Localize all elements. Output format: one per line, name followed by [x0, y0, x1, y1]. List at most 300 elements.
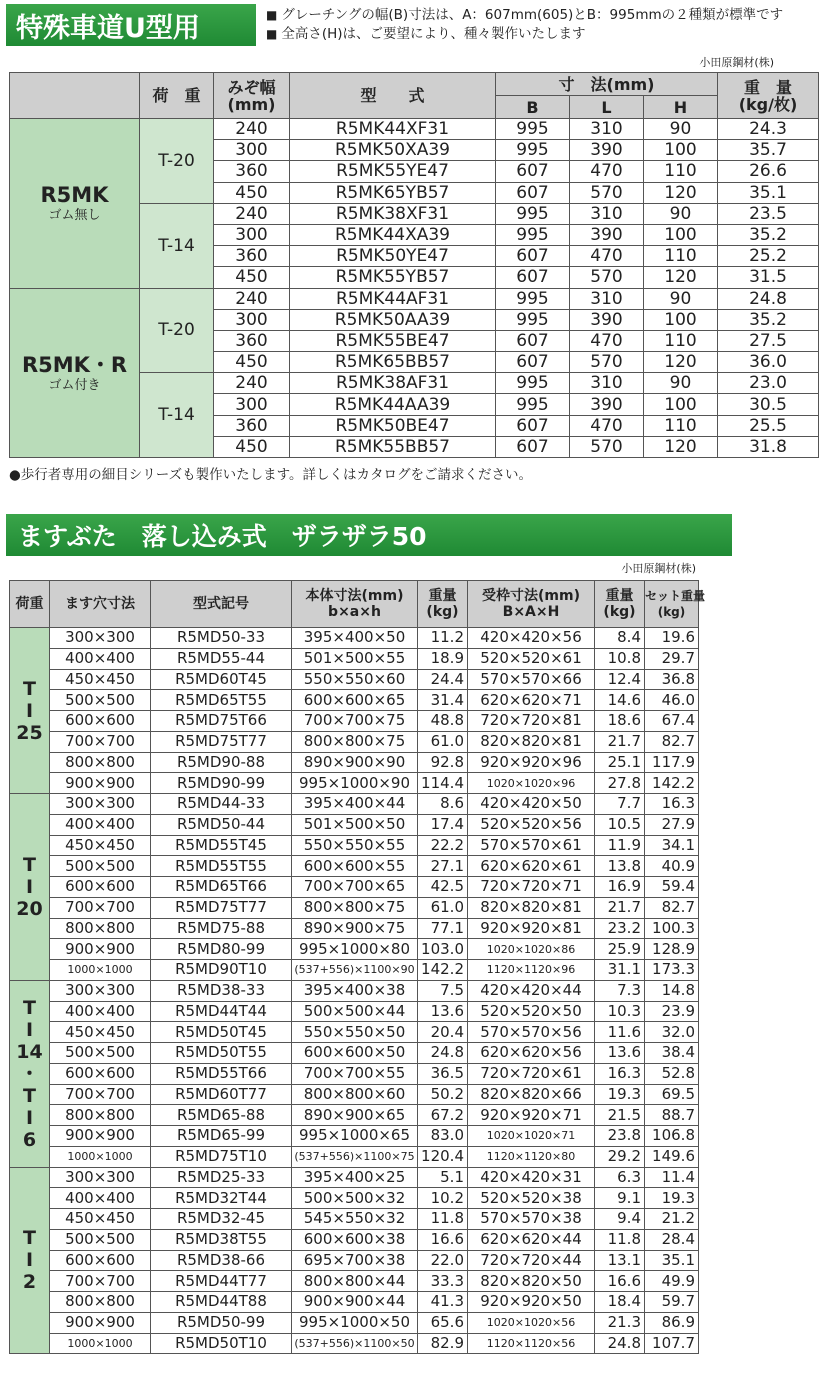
hole-cell: 300×300: [50, 1167, 151, 1188]
model-cell: R5MK65BB57: [290, 352, 496, 373]
h-cell: 90: [644, 373, 718, 394]
frame-weight-cell: 16.3: [595, 1063, 645, 1084]
load-group-cell: [10, 980, 50, 1167]
frame-dims-cell: 920×920×50: [468, 1292, 595, 1313]
body-dims-cell: 700×700×65: [292, 877, 418, 898]
weight-cell: 35.2: [718, 309, 819, 330]
model-cell: R5MK55YB57: [290, 267, 496, 288]
b-cell: 995: [496, 309, 570, 330]
frame-dims-cell: 820×820×81: [468, 897, 595, 918]
model-cell: R5MD90-88: [151, 752, 292, 773]
frame-dims-cell: 420×420×50: [468, 794, 595, 815]
model-cell: R5MD55T66: [151, 1063, 292, 1084]
set-weight-cell: 11.4: [645, 1167, 699, 1188]
frame-dims-cell: 1120×1120×56: [468, 1333, 595, 1354]
frame-weight-cell: 10.3: [595, 1001, 645, 1022]
width-cell: 300: [214, 394, 290, 415]
h-cell: 110: [644, 246, 718, 267]
header-width: みぞ幅 (mm): [214, 73, 290, 119]
body-dims-cell: (537+556)×1100×90: [292, 960, 418, 981]
frame-dims-cell: 720×720×44: [468, 1250, 595, 1271]
frame-dims-cell: 720×720×61: [468, 1063, 595, 1084]
table-row: [10, 814, 699, 835]
model-cell: R5MD44T77: [151, 1271, 292, 1292]
weight-cell: 27.5: [718, 330, 819, 351]
l-cell: 570: [570, 267, 644, 288]
body-dims-cell: 890×900×75: [292, 918, 418, 939]
model-cell: R5MD50T10: [151, 1333, 292, 1354]
product-cell: [10, 119, 140, 289]
body-weight-cell: 120.4: [418, 1146, 468, 1167]
body-dims-cell: 501×500×50: [292, 814, 418, 835]
header-b: B: [496, 96, 570, 119]
h-cell: 110: [644, 415, 718, 436]
l-cell: 470: [570, 161, 644, 182]
frame-weight-cell: 19.3: [595, 1084, 645, 1105]
load-label-part: I: [25, 1249, 34, 1272]
frame-dims-cell: 720×720×71: [468, 877, 595, 898]
frame-weight-cell: 10.5: [595, 814, 645, 835]
frame-weight-cell: 11.6: [595, 1022, 645, 1043]
width-cell: 450: [214, 182, 290, 203]
set-weight-cell: 16.3: [645, 794, 699, 815]
model-cell: R5MK44XF31: [290, 119, 496, 140]
frame-dims-cell: 520×520×50: [468, 1001, 595, 1022]
model-cell: R5MD44-33: [151, 794, 292, 815]
frame-dims-cell: 820×820×66: [468, 1084, 595, 1105]
load-group-cell: [10, 1167, 50, 1354]
width-cell: 360: [214, 246, 290, 267]
body-dims-cell: 890×900×90: [292, 752, 418, 773]
header-frame: 受枠寸法(mm) B×A×H: [468, 581, 595, 628]
note-2: ■ 全高さ(H)は、ご要望により、種々製作いたします: [266, 25, 783, 44]
body-weight-cell: 5.1: [418, 1167, 468, 1188]
weight-cell: 25.2: [718, 246, 819, 267]
table-row: [10, 288, 819, 309]
body-weight-cell: 20.4: [418, 1022, 468, 1043]
weight-cell: 25.5: [718, 415, 819, 436]
table-row: [10, 1250, 699, 1271]
h-cell: 90: [644, 203, 718, 224]
l-cell: 570: [570, 182, 644, 203]
model-cell: R5MD55T45: [151, 835, 292, 856]
frame-weight-cell: 7.7: [595, 794, 645, 815]
set-weight-cell: 86.9: [645, 1312, 699, 1333]
load-label-part: I: [25, 875, 34, 898]
set-weight-cell: 32.0: [645, 1022, 699, 1043]
body-weight-cell: 27.1: [418, 856, 468, 877]
hole-cell: 500×500: [50, 1043, 151, 1064]
hole-cell: 800×800: [50, 1105, 151, 1126]
weight-cell: 31.5: [718, 267, 819, 288]
l-cell: 310: [570, 373, 644, 394]
model-cell: R5MD75T77: [151, 731, 292, 752]
header-weight: 重 量 (kg/枚): [718, 73, 819, 119]
product-cell: [10, 288, 140, 458]
model-cell: R5MK38AF31: [290, 373, 496, 394]
frame-dims-cell: 620×620×56: [468, 1043, 595, 1064]
b-cell: 995: [496, 203, 570, 224]
load-cell: T-14: [140, 203, 214, 288]
hole-cell: 1000×1000: [50, 1146, 151, 1167]
load-label-part: 20: [16, 897, 43, 920]
set-weight-cell: 14.8: [645, 980, 699, 1001]
b-cell: 607: [496, 436, 570, 457]
frame-weight-cell: 7.3: [595, 980, 645, 1001]
h-cell: 120: [644, 182, 718, 203]
l-cell: 570: [570, 352, 644, 373]
load-label-part: T: [23, 677, 36, 700]
hole-cell: 900×900: [50, 1126, 151, 1147]
table-row: [10, 1126, 699, 1147]
body-dims-cell: 995×1000×80: [292, 939, 418, 960]
note-1: ■ グレーチングの幅(B)寸法は、A：607mm(605)とB：995mmの２種類が標準です: [266, 6, 783, 25]
hole-cell: 300×300: [50, 628, 151, 649]
frame-dims-cell: 520×520×38: [468, 1188, 595, 1209]
body-weight-cell: 17.4: [418, 814, 468, 835]
table-row: [10, 1271, 699, 1292]
body-weight-cell: 16.6: [418, 1229, 468, 1250]
hole-cell: 1000×1000: [50, 1333, 151, 1354]
body-weight-cell: 7.5: [418, 980, 468, 1001]
set-weight-cell: 23.9: [645, 1001, 699, 1022]
load-label-part: I: [25, 1018, 34, 1041]
body-dims-cell: 395×400×38: [292, 980, 418, 1001]
frame-dims-cell: 920×920×71: [468, 1105, 595, 1126]
table-row: [10, 1229, 699, 1250]
set-weight-cell: 107.7: [645, 1333, 699, 1354]
product-sub: ゴム付き: [48, 377, 101, 393]
l-cell: 570: [570, 436, 644, 457]
set-weight-cell: 21.2: [645, 1209, 699, 1230]
body-dims-cell: 995×1000×50: [292, 1312, 418, 1333]
set-weight-cell: 35.1: [645, 1250, 699, 1271]
frame-weight-cell: 23.8: [595, 1126, 645, 1147]
set-weight-cell: 52.8: [645, 1063, 699, 1084]
width-cell: 300: [214, 309, 290, 330]
width-cell: 300: [214, 140, 290, 161]
frame-weight-cell: 21.5: [595, 1105, 645, 1126]
b-cell: 607: [496, 330, 570, 351]
h-cell: 120: [644, 352, 718, 373]
table-row: [10, 960, 699, 981]
footnote: ●歩行者専用の細目シリーズも製作いたします。詳しくはカタログをご請求ください。: [9, 467, 533, 483]
b-cell: 995: [496, 140, 570, 161]
hole-cell: 700×700: [50, 897, 151, 918]
frame-dims-cell: 420×420×56: [468, 628, 595, 649]
model-cell: R5MD32T44: [151, 1188, 292, 1209]
l-cell: 310: [570, 203, 644, 224]
l-cell: 310: [570, 288, 644, 309]
set-weight-cell: 19.3: [645, 1188, 699, 1209]
model-cell: R5MK38XF31: [290, 203, 496, 224]
frame-dims-cell: 520×520×56: [468, 814, 595, 835]
load-cell: T-20: [140, 288, 214, 373]
body-weight-cell: 31.4: [418, 690, 468, 711]
weight-cell: 35.1: [718, 182, 819, 203]
frame-weight-cell: 8.4: [595, 628, 645, 649]
frame-weight-cell: 29.2: [595, 1146, 645, 1167]
body-dims-cell: 900×900×44: [292, 1292, 418, 1313]
frame-weight-cell: 21.7: [595, 731, 645, 752]
table-row: [10, 980, 699, 1001]
body-dims-cell: 550×550×50: [292, 1022, 418, 1043]
header-load: 荷 重: [140, 73, 214, 119]
frame-dims-cell: 820×820×81: [468, 731, 595, 752]
frame-weight-cell: 23.2: [595, 918, 645, 939]
frame-dims-cell: 1020×1020×96: [468, 773, 595, 794]
frame-dims-cell: 920×920×96: [468, 752, 595, 773]
width-cell: 450: [214, 436, 290, 457]
body-weight-cell: 114.4: [418, 773, 468, 794]
set-weight-cell: 117.9: [645, 752, 699, 773]
h-cell: 100: [644, 224, 718, 245]
body-dims-cell: 500×500×32: [292, 1188, 418, 1209]
header-hole: ます穴寸法: [50, 581, 151, 628]
hole-cell: 400×400: [50, 814, 151, 835]
b-cell: 995: [496, 394, 570, 415]
b-cell: 607: [496, 246, 570, 267]
table-row: [10, 1333, 699, 1354]
width-cell: 240: [214, 288, 290, 309]
hole-cell: 300×300: [50, 980, 151, 1001]
header-dims: 寸 法(mm): [496, 73, 718, 96]
model-cell: R5MD90T10: [151, 960, 292, 981]
body-weight-cell: 103.0: [418, 939, 468, 960]
model-cell: R5MK50XA39: [290, 140, 496, 161]
frame-dims-cell: 520×520×61: [468, 648, 595, 669]
product-sub: ゴム無し: [48, 208, 101, 224]
set-weight-cell: 67.4: [645, 711, 699, 732]
h-cell: 100: [644, 394, 718, 415]
body-dims-cell: 395×400×25: [292, 1167, 418, 1188]
table-row: [10, 669, 699, 690]
frame-dims-cell: 620×620×71: [468, 690, 595, 711]
model-cell: R5MD80-99: [151, 939, 292, 960]
hole-cell: 500×500: [50, 1229, 151, 1250]
frame-dims-cell: 820×820×50: [468, 1271, 595, 1292]
body-dims-cell: 800×800×75: [292, 897, 418, 918]
body-dims-cell: 395×400×44: [292, 794, 418, 815]
hole-cell: 700×700: [50, 731, 151, 752]
table-row: [10, 877, 699, 898]
hole-cell: 600×600: [50, 877, 151, 898]
model-cell: R5MD44T88: [151, 1292, 292, 1313]
table-row: [10, 752, 699, 773]
load-label-part: 2: [22, 1271, 37, 1294]
frame-dims-cell: 620×620×61: [468, 856, 595, 877]
b-cell: 607: [496, 415, 570, 436]
body-dims-cell: 545×550×32: [292, 1209, 418, 1230]
header-body: 本体寸法(mm) b×a×h: [292, 581, 418, 628]
frame-weight-cell: 6.3: [595, 1167, 645, 1188]
hole-cell: 600×600: [50, 711, 151, 732]
body-dims-cell: 550×550×60: [292, 669, 418, 690]
model-cell: R5MD38-66: [151, 1250, 292, 1271]
b-cell: 607: [496, 352, 570, 373]
body-dims-cell: 550×550×55: [292, 835, 418, 856]
set-weight-cell: 29.7: [645, 648, 699, 669]
width-cell: 360: [214, 415, 290, 436]
table-row: [10, 939, 699, 960]
hole-cell: 700×700: [50, 1084, 151, 1105]
set-weight-cell: 28.4: [645, 1229, 699, 1250]
set-weight-cell: 36.8: [645, 669, 699, 690]
model-cell: R5MD75T66: [151, 711, 292, 732]
frame-dims-cell: 1020×1020×71: [468, 1126, 595, 1147]
weight-cell: 26.6: [718, 161, 819, 182]
set-weight-cell: 149.6: [645, 1146, 699, 1167]
set-weight-cell: 49.9: [645, 1271, 699, 1292]
body-weight-cell: 36.5: [418, 1063, 468, 1084]
body-weight-cell: 61.0: [418, 731, 468, 752]
width-cell: 240: [214, 119, 290, 140]
body-dims-cell: 995×1000×65: [292, 1126, 418, 1147]
hole-cell: 500×500: [50, 690, 151, 711]
frame-weight-cell: 31.1: [595, 960, 645, 981]
section1-title: 特殊車道U型用: [6, 4, 256, 46]
body-weight-cell: 13.6: [418, 1001, 468, 1022]
body-weight-cell: 48.8: [418, 711, 468, 732]
weight-cell: 36.0: [718, 352, 819, 373]
body-dims-cell: 600×600×55: [292, 856, 418, 877]
l-cell: 470: [570, 415, 644, 436]
model-cell: R5MD65T55: [151, 690, 292, 711]
table-row: [10, 918, 699, 939]
model-cell: R5MD65T66: [151, 877, 292, 898]
width-cell: 450: [214, 352, 290, 373]
frame-dims-cell: 620×620×44: [468, 1229, 595, 1250]
set-weight-cell: 88.7: [645, 1105, 699, 1126]
weight-cell: 24.3: [718, 119, 819, 140]
table-row: [10, 794, 699, 815]
set-weight-cell: 46.0: [645, 690, 699, 711]
frame-weight-cell: 13.6: [595, 1043, 645, 1064]
table-row: [10, 1188, 699, 1209]
model-cell: R5MK44AF31: [290, 288, 496, 309]
header-load: 荷重: [10, 581, 50, 628]
weight-cell: 23.0: [718, 373, 819, 394]
hole-cell: 450×450: [50, 835, 151, 856]
body-weight-cell: 18.9: [418, 648, 468, 669]
header-h: H: [644, 96, 718, 119]
body-weight-cell: 10.2: [418, 1188, 468, 1209]
set-weight-cell: 19.6: [645, 628, 699, 649]
body-dims-cell: 695×700×38: [292, 1250, 418, 1271]
table-row: [10, 1146, 699, 1167]
frame-dims-cell: 1020×1020×56: [468, 1312, 595, 1333]
body-weight-cell: 24.4: [418, 669, 468, 690]
section1-notes: [266, 6, 783, 44]
frame-weight-cell: 11.8: [595, 1229, 645, 1250]
table-row: [10, 1209, 699, 1230]
frame-weight-cell: 10.8: [595, 648, 645, 669]
load-label-part: T: [23, 996, 36, 1019]
product-name: R5MK・R: [21, 352, 128, 377]
model-cell: R5MD50-99: [151, 1312, 292, 1333]
l-cell: 390: [570, 224, 644, 245]
load-label-part: T: [23, 1227, 36, 1250]
model-cell: R5MK55BE47: [290, 330, 496, 351]
frame-weight-cell: 14.6: [595, 690, 645, 711]
hole-cell: 800×800: [50, 752, 151, 773]
body-weight-cell: 77.1: [418, 918, 468, 939]
maker-label: 小田原鋼材(株): [699, 56, 774, 69]
body-weight-cell: 42.5: [418, 877, 468, 898]
maker-label-2: 小田原鋼材(株): [621, 562, 696, 575]
h-cell: 90: [644, 119, 718, 140]
body-weight-cell: 33.3: [418, 1271, 468, 1292]
body-dims-cell: 600×600×65: [292, 690, 418, 711]
frame-weight-cell: 27.8: [595, 773, 645, 794]
model-cell: R5MD65-99: [151, 1126, 292, 1147]
b-cell: 607: [496, 161, 570, 182]
h-cell: 100: [644, 309, 718, 330]
frame-weight-cell: 13.8: [595, 856, 645, 877]
body-weight-cell: 83.0: [418, 1126, 468, 1147]
b-cell: 607: [496, 182, 570, 203]
table-row: [10, 1312, 699, 1333]
table-row: [10, 1063, 699, 1084]
header-weight: 重量 (kg): [418, 581, 468, 628]
frame-weight-cell: 9.4: [595, 1209, 645, 1230]
weight-cell: 35.2: [718, 224, 819, 245]
table-row: [10, 856, 699, 877]
body-dims-cell: 800×800×75: [292, 731, 418, 752]
hole-cell: 800×800: [50, 1292, 151, 1313]
width-cell: 240: [214, 203, 290, 224]
body-dims-cell: 395×400×50: [292, 628, 418, 649]
body-weight-cell: 61.0: [418, 897, 468, 918]
product-name: R5MK: [40, 183, 109, 208]
table-row: [10, 1105, 699, 1126]
body-weight-cell: 142.2: [418, 960, 468, 981]
body-weight-cell: 50.2: [418, 1084, 468, 1105]
hole-cell: 450×450: [50, 1022, 151, 1043]
h-cell: 90: [644, 288, 718, 309]
body-dims-cell: 890×900×65: [292, 1105, 418, 1126]
set-weight-cell: 59.7: [645, 1292, 699, 1313]
width-cell: 360: [214, 161, 290, 182]
model-cell: R5MD60T77: [151, 1084, 292, 1105]
body-dims-cell: 800×800×60: [292, 1084, 418, 1105]
body-dims-cell: 500×500×44: [292, 1001, 418, 1022]
model-cell: R5MK55BB57: [290, 436, 496, 457]
body-weight-cell: 41.3: [418, 1292, 468, 1313]
u-type-spec-table: [9, 72, 819, 458]
body-dims-cell: 800×800×44: [292, 1271, 418, 1292]
model-cell: R5MD38T55: [151, 1229, 292, 1250]
h-cell: 110: [644, 161, 718, 182]
h-cell: 120: [644, 267, 718, 288]
model-cell: R5MD60T45: [151, 669, 292, 690]
weight-cell: 23.5: [718, 203, 819, 224]
model-cell: R5MD50T45: [151, 1022, 292, 1043]
body-dims-cell: (537+556)×1100×75: [292, 1146, 418, 1167]
b-cell: 995: [496, 224, 570, 245]
table-row: [10, 711, 699, 732]
frame-weight-cell: 16.6: [595, 1271, 645, 1292]
frame-weight-cell: 9.1: [595, 1188, 645, 1209]
body-weight-cell: 11.8: [418, 1209, 468, 1230]
hole-cell: 500×500: [50, 856, 151, 877]
frame-weight-cell: 21.3: [595, 1312, 645, 1333]
header-weight2: 重量 (kg): [595, 581, 645, 628]
model-cell: R5MD25-33: [151, 1167, 292, 1188]
model-cell: R5MD55T55: [151, 856, 292, 877]
set-weight-cell: 142.2: [645, 773, 699, 794]
set-weight-cell: 106.8: [645, 1126, 699, 1147]
